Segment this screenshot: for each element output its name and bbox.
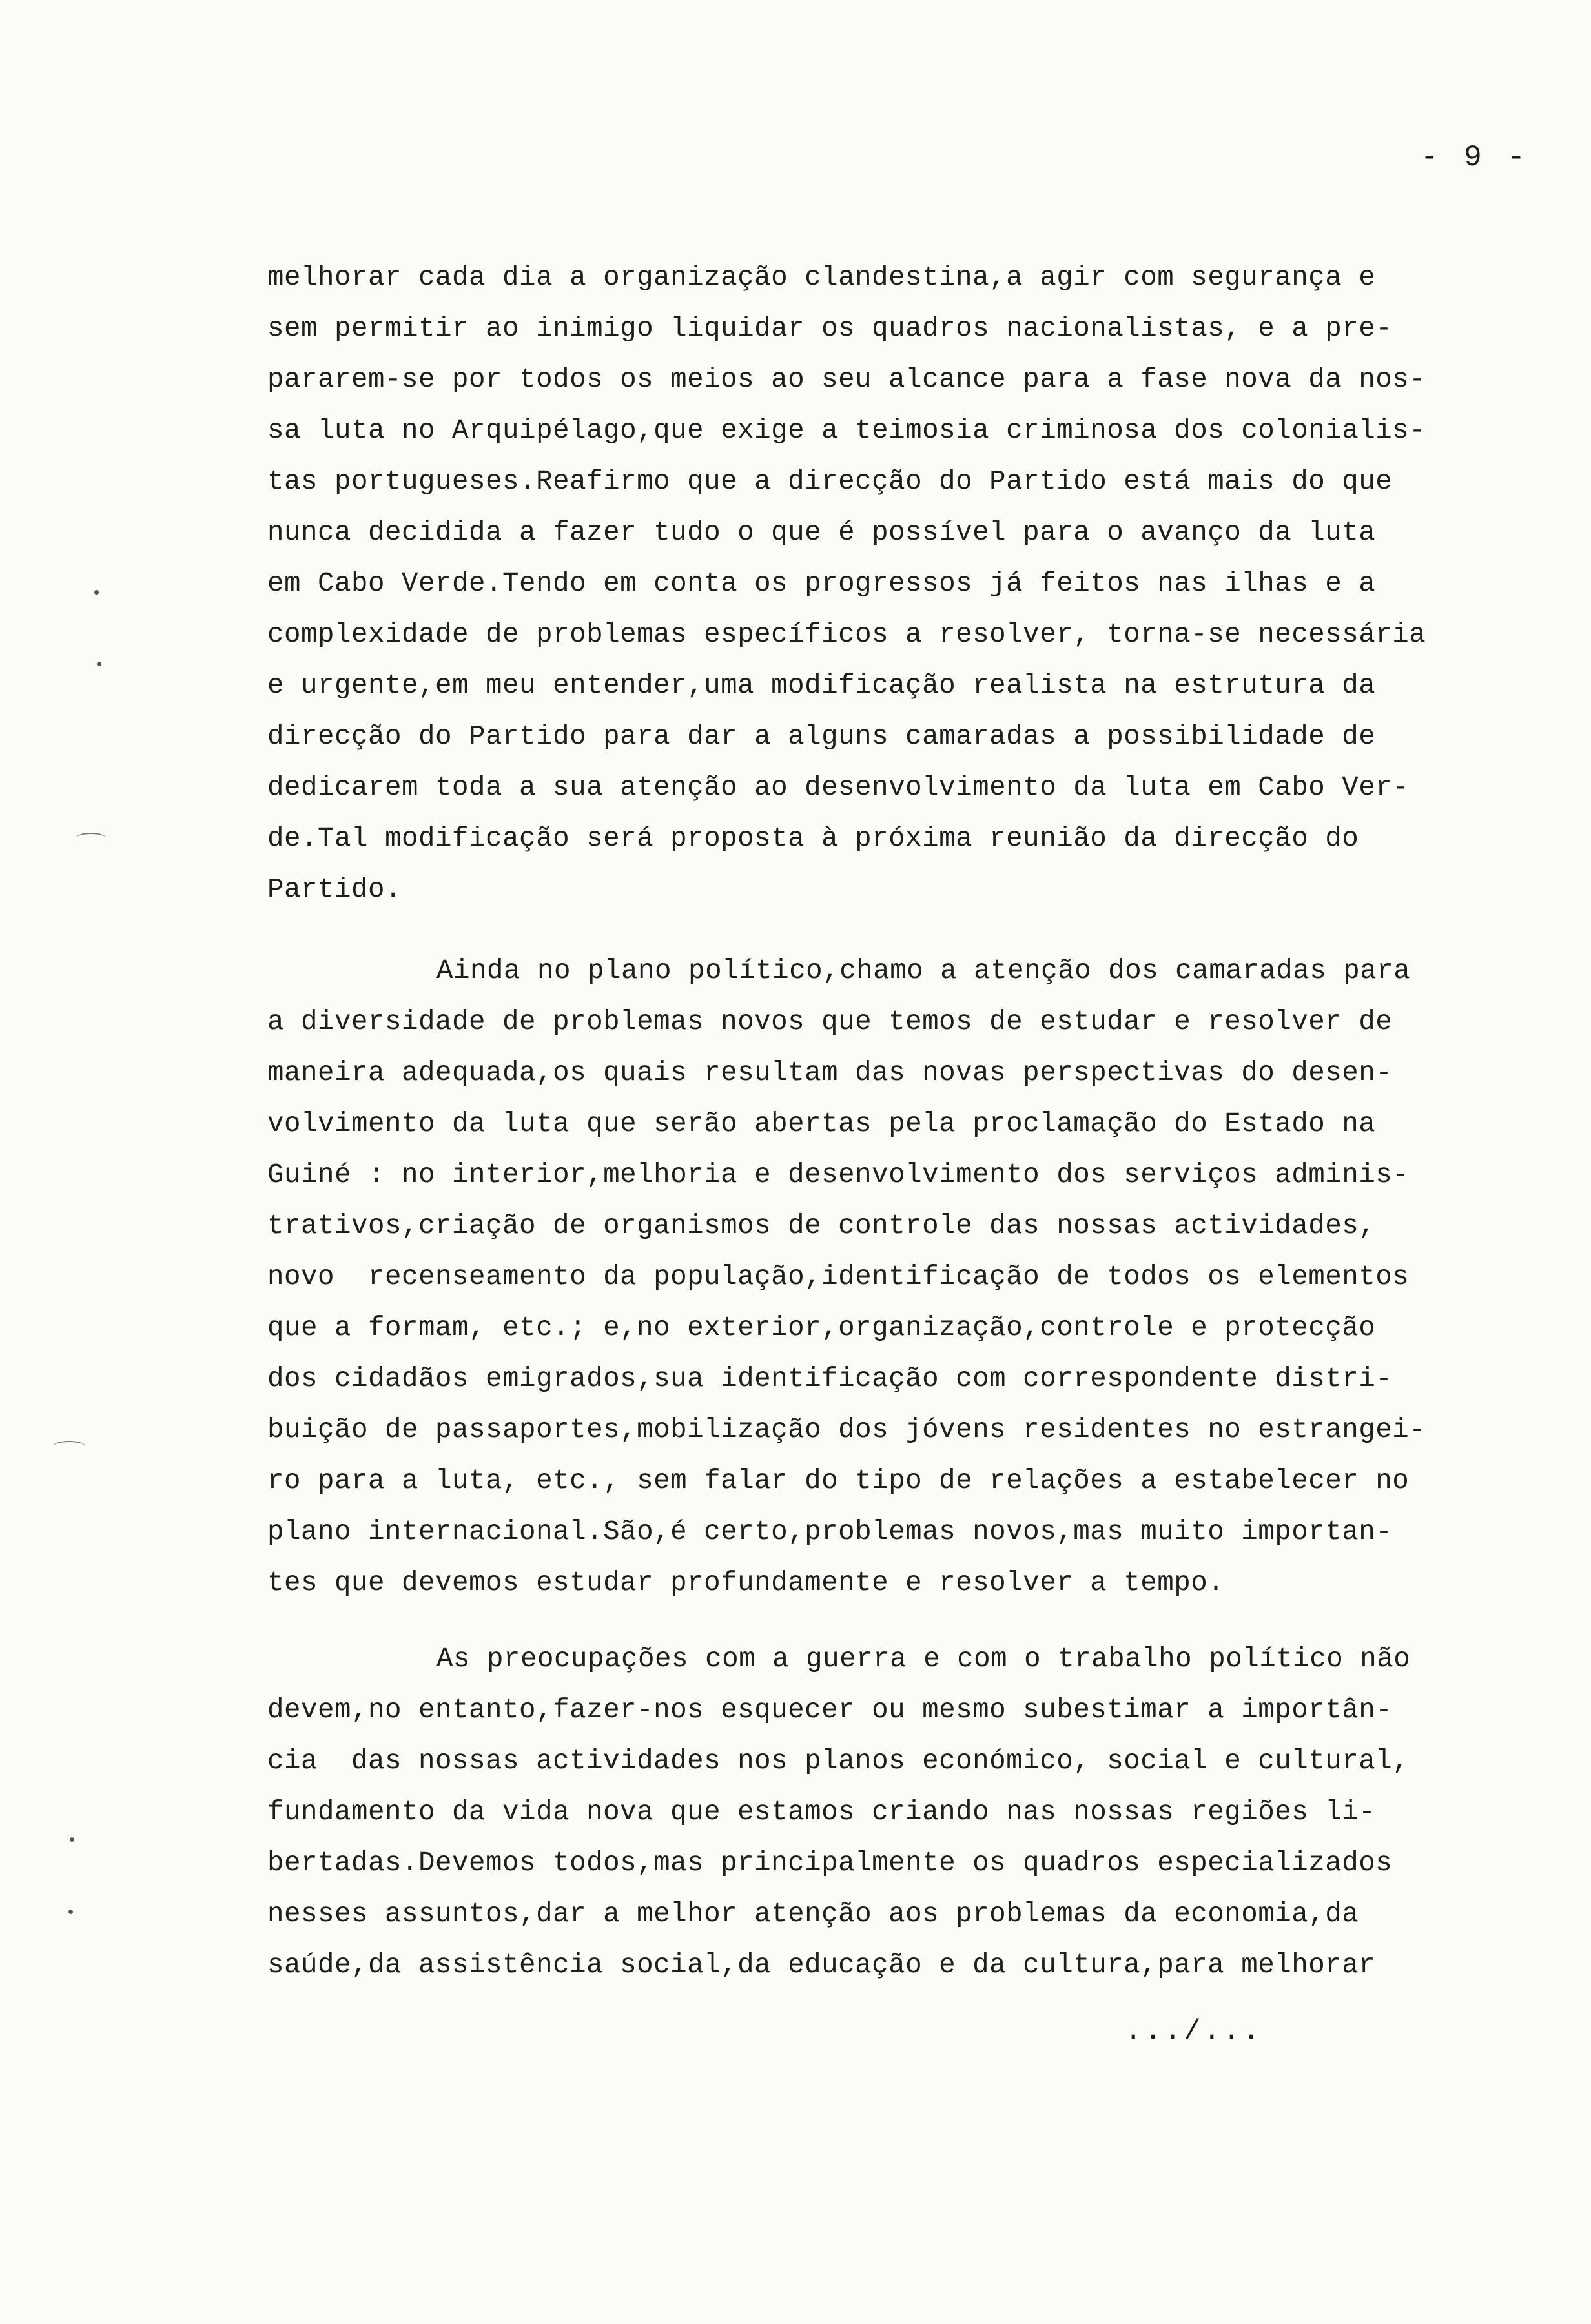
text-line: maneira adequada,os quais resultam das novas perspectivas do desen- [267,1057,1393,1088]
text-line: e urgente,em meu entender,uma modificação realista na estrutura da [267,670,1376,701]
text-line: dos cidadãos emigrados,sua identificação com correspondente distri- [267,1363,1393,1394]
text-line: pararem-se por todos os meios ao seu alcance para a fase nova da nos- [267,364,1426,395]
text-line: em Cabo Verde.Tendo em conta os progressos já feitos nas ilhas e a [267,568,1376,599]
text-line: de.Tal modificação será proposta à próxima reunião da direcção do [267,823,1359,854]
scan-speck [68,1910,73,1914]
text-line: novo recenseamento da população,identificação de todos os elementos [267,1261,1410,1292]
text-line: saúde,da assistência social,da educação e da cultura,para melhorar [267,1950,1376,1981]
scan-speck [94,590,99,595]
text-line: Guiné : no interior,melhoria e desenvolvimento dos serviços adminis- [267,1159,1410,1190]
text-line: cia das nossas actividades nos planos económico, social e cultural, [267,1746,1410,1777]
continuation-mark: .../... [1125,2015,1262,2048]
text-line: dedicarem toda a sua atenção ao desenvolvimento da luta em Cabo Ver- [267,772,1410,803]
text-line: volvimento da luta que serão abertas pela proclamação do Estado na [267,1108,1376,1139]
text-line: que a formam, etc.; e,no exterior,organização,controle e protecção [267,1312,1376,1343]
text-line: sa luta no Arquipélago,que exige a teimosia criminosa dos colonialis- [267,415,1426,446]
text-line: direcção do Partido para dar a alguns camaradas a possibilidade de [267,721,1376,752]
text-line: nunca decidida a fazer tudo o que é possível para o avanço da luta [267,517,1376,548]
text-line: sem permitir ao inimigo liquidar os quadros nacionalistas, e a pre- [267,313,1393,344]
scan-mark [53,1441,85,1451]
text-line: nesses assuntos,dar a melhor atenção aos problemas da economia,da [267,1899,1359,1930]
text-line: a diversidade de problemas novos que temos de estudar e resolver de [267,1006,1393,1037]
text-line: complexidade de problemas específicos a resolver, torna-se necessária [267,619,1426,650]
scan-speck [97,662,101,666]
text-line: melhorar cada dia a organização clandestina,a agir com segurança e [267,262,1376,293]
text-line: tas portugueses.Reafirmo que a direcção do Partido está mais do que [267,466,1393,497]
page-number: - 9 - [1420,141,1529,174]
text-line: trativos,criação de organismos de controle das nossas actividades, [267,1210,1376,1241]
text-line: plano internacional.São,é certo,problemas novos,mas muito importan- [267,1516,1393,1547]
text-line: buição de passaportes,mobilização dos jóvens residentes no estrangei- [267,1414,1426,1445]
text-line: bertadas.Devemos todos,mas principalmente os quadros especializados [267,1848,1393,1879]
text-line: Ainda no plano político,chamo a atenção dos camaradas para [436,955,1411,986]
scan-mark [76,833,106,843]
text-line: Partido. [267,874,402,905]
text-line: tes que devemos estudar profundamente e resolver a tempo. [267,1567,1225,1598]
text-line: devem,no entanto,fazer-nos esquecer ou mesmo subestimar a importân- [267,1695,1393,1726]
text-line: fundamento da vida nova que estamos criando nas nossas regiões li- [267,1797,1376,1828]
scan-speck [70,1837,74,1842]
text-line: As preocupações com a guerra e com o trabalho político não [436,1644,1411,1675]
text-line: ro para a luta, etc., sem falar do tipo de relações a estabelecer no [267,1465,1410,1496]
